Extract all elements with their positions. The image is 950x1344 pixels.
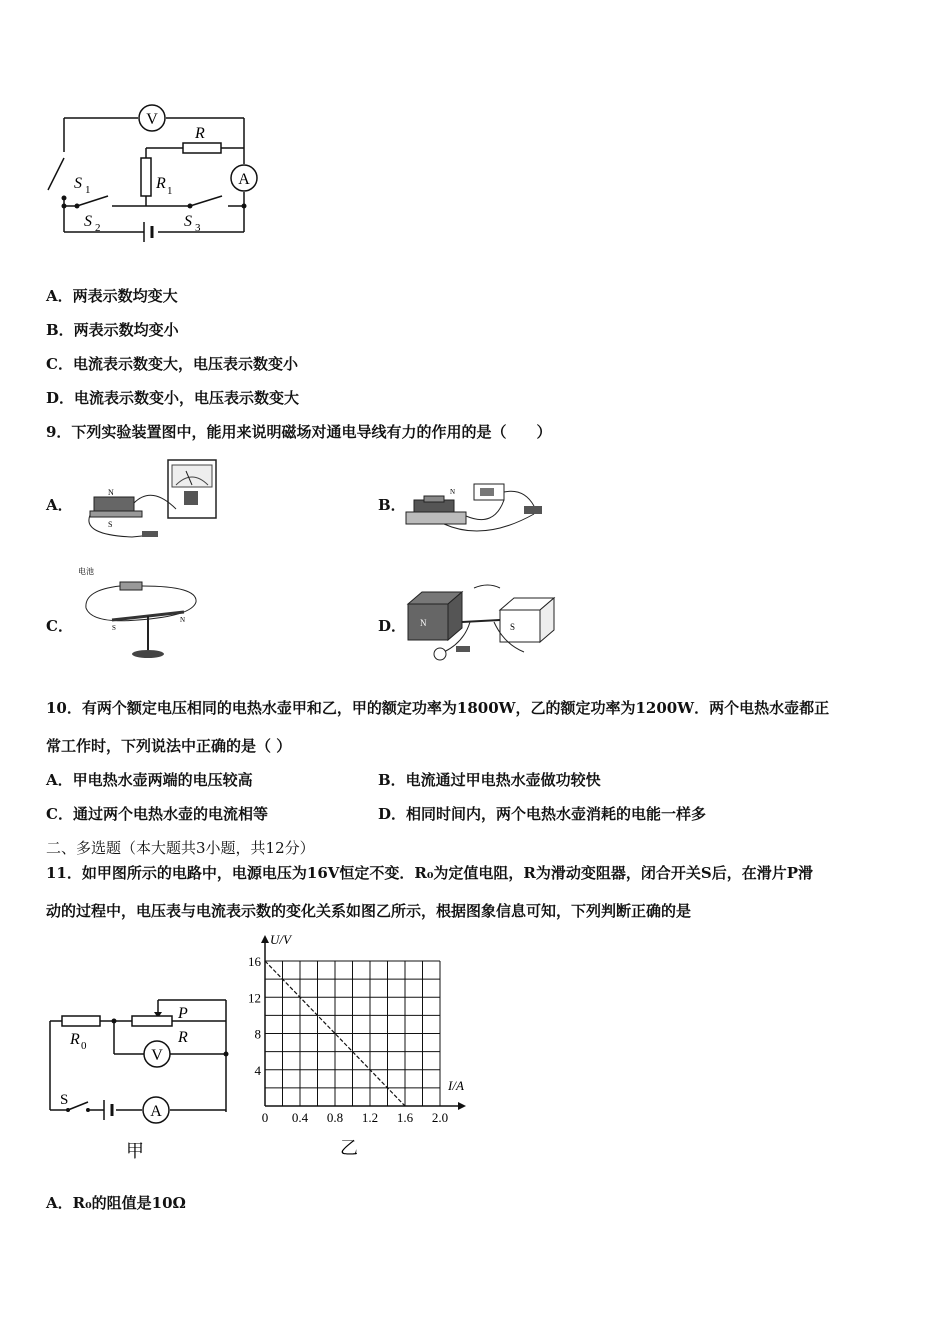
switch-s-label: S [60, 1092, 69, 1108]
q9-option-a-label[interactable]: A． [46, 496, 73, 514]
q9-option-b-label[interactable]: B． [378, 496, 406, 514]
q9d-n-label: N [420, 618, 427, 628]
rheostat-r-label: R [178, 1029, 188, 1046]
x-tick-label: 0 [261, 1110, 269, 1125]
q9-figure-a[interactable] [72, 455, 227, 543]
q9-figure-c[interactable] [72, 562, 208, 664]
q9c-n-label: N [180, 616, 186, 624]
switch-s1-label: S [74, 175, 82, 192]
y-tick-label: 12 [248, 990, 261, 1006]
rheostat-r [132, 1016, 172, 1026]
q9c-caption: 电池 [78, 567, 94, 576]
x-tick-label: 0.8 [326, 1110, 344, 1125]
switch-s1-sub: 1 [85, 184, 91, 196]
x-tick-label: 0.4 [291, 1110, 309, 1125]
q11-circuit-diagram [40, 992, 240, 1162]
resistor-r1-label: R [156, 175, 166, 192]
resistor-r0-label: R [70, 1031, 80, 1048]
voltmeter-label: V [146, 111, 158, 128]
q9d-s-label: S [510, 622, 516, 632]
voltmeter-label: V [151, 1047, 163, 1064]
q8-option-d[interactable]: D．电流表示数变小，电压表示数变大 [46, 389, 300, 407]
q8-circuit-diagram [40, 100, 270, 255]
q8-option-b[interactable]: B．两表示数均变小 [46, 321, 179, 339]
graph-caption: 乙 [340, 1138, 358, 1158]
q9a-s-label: S [108, 520, 113, 529]
q11-option-a[interactable]: A．R₀的阻值是10Ω [46, 1194, 186, 1212]
q10-stem-line1: 10．有两个额定电压相同的电热水壶甲和乙，甲的额定功率为1800W，乙的额定功率为1200W．两个电热水壶都正 [46, 699, 830, 717]
q11-ui-graph [240, 928, 480, 1164]
x-tick-label: 2.0 [431, 1110, 449, 1125]
ammeter-label: A [238, 171, 250, 188]
battery-symbol [104, 1100, 112, 1120]
switch-s2-label: S [84, 213, 92, 230]
switch-s3-sub: 3 [195, 222, 201, 234]
q9-figure-d[interactable] [404, 582, 558, 664]
resistor-r0 [62, 1016, 100, 1026]
q9-stem: 9．下列实验装置图中，能用来说明磁场对通电导线有力的作用的是（ ） [46, 423, 552, 441]
q9-option-d-label[interactable]: D． [378, 617, 407, 635]
x-tick-label: 1.6 [396, 1110, 414, 1125]
battery-symbol [144, 222, 152, 242]
x-axis-arrow [458, 1102, 466, 1110]
q10-option-a[interactable]: A．甲电热水壶两端的电压较高 [46, 771, 253, 789]
ammeter-label: A [150, 1103, 162, 1120]
section2-title: 二、多选题（本大题共3小题，共12分） [46, 839, 315, 857]
resistor-r-label: R [195, 125, 205, 142]
q9a-n-label: N [108, 488, 114, 497]
switch-s3-label: S [184, 213, 192, 230]
q9c-s-label: S [112, 624, 116, 632]
y-tick-label: 16 [248, 954, 261, 969]
q11-stem-line1: 11．如甲图所示的电路中，电源电压为16V恒定不变．R₀为定值电阻，R为滑动变阻器，闭合开关S后，在滑片P滑 [46, 864, 814, 882]
q10-option-d[interactable]: D．相同时间内，两个电热水壶消耗的电能一样多 [378, 805, 707, 823]
resistor-r0-sub: 0 [81, 1040, 87, 1052]
y-tick-label: 4 [254, 1062, 261, 1078]
q9-figure-b[interactable] [404, 478, 556, 544]
resistor-r [183, 143, 221, 153]
graph-grid [265, 961, 440, 1106]
q10-option-c[interactable]: C．通过两个电热水壶的电流相等 [46, 805, 268, 823]
q10-option-b[interactable]: B．电流通过甲电热水壶做功较快 [378, 771, 601, 789]
q9b-n-label: N [450, 488, 456, 496]
slider-p-label: P [178, 1005, 188, 1022]
q8-option-a[interactable]: A．两表示数均变大 [46, 287, 178, 305]
q8-option-c[interactable]: C．电流表示数变大，电压表示数变小 [46, 355, 298, 373]
graph-ticks [248, 954, 448, 1125]
q11-stem-line2: 动的过程中，电压表与电流表示数的变化关系如图乙所示，根据图象信息可知，下列判断正确的是 [46, 902, 692, 920]
y-axis-arrow [261, 935, 269, 943]
q10-stem-line2: 常工作时，下列说法中正确的是（ ） [46, 737, 292, 755]
switch-s2-sub: 2 [95, 222, 101, 234]
q9-option-c-label[interactable]: C． [46, 617, 73, 635]
resistor-r1 [141, 158, 151, 196]
graph-y-axis-label: U/V [270, 932, 291, 947]
resistor-r1-sub: 1 [167, 185, 173, 197]
y-tick-label: 8 [254, 1026, 261, 1042]
x-tick-label: 1.2 [361, 1110, 379, 1125]
circuit-caption: 甲 [126, 1141, 144, 1161]
graph-x-axis-label: I/A [448, 1078, 464, 1093]
